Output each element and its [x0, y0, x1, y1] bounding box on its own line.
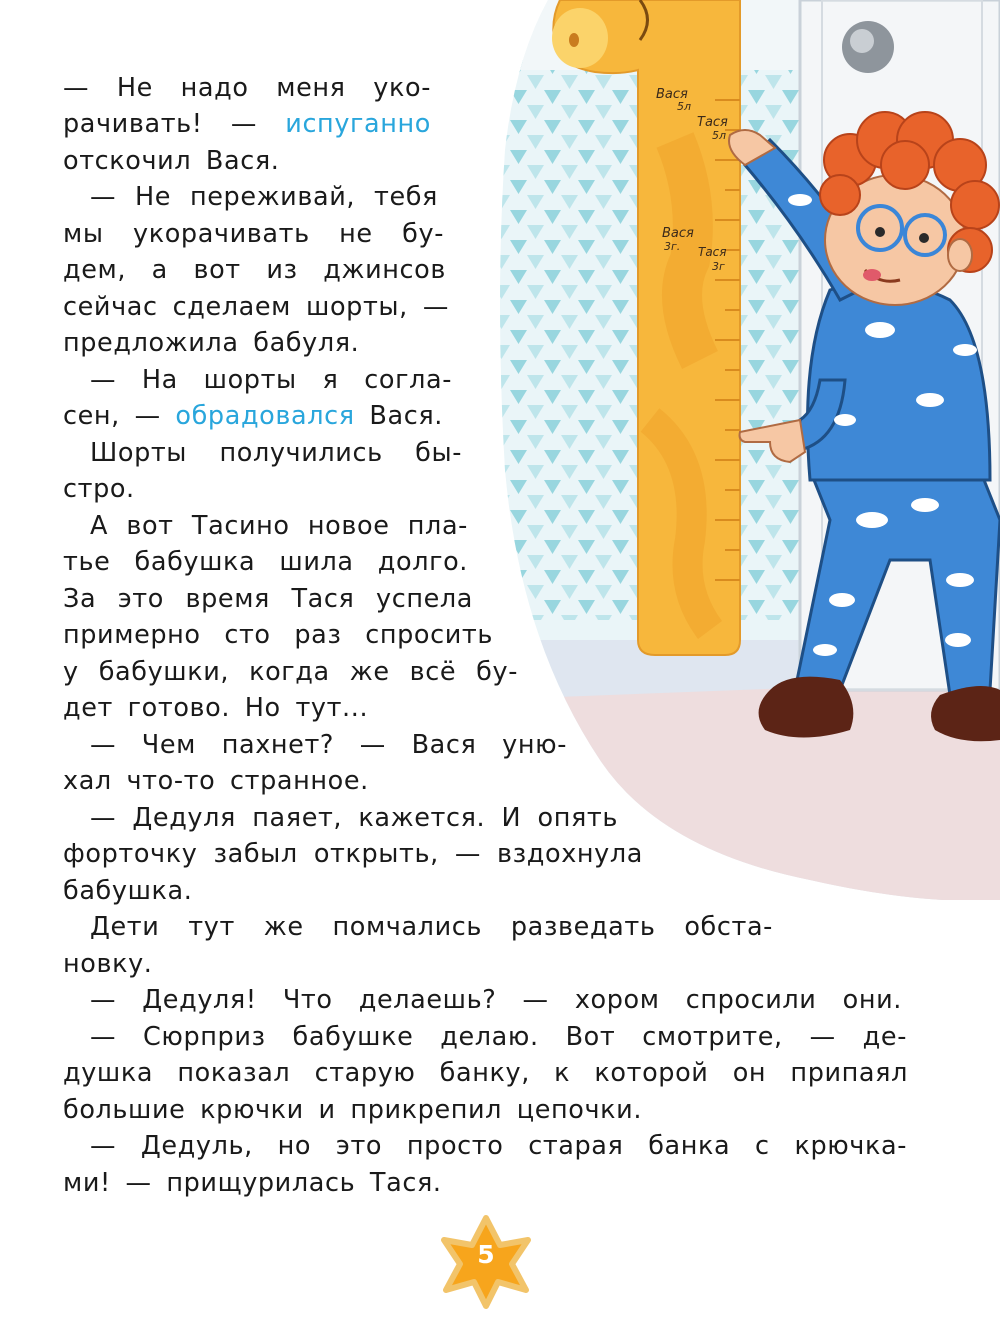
text-line: хал что-то странное.: [63, 766, 369, 796]
text-line: — На шорты я согла-: [90, 365, 452, 395]
ruler-mark-1-name: Вася: [656, 87, 688, 102]
text-line: большие крючки и прикрепил цепочки.: [63, 1095, 643, 1125]
text-line: отскочил Вася.: [63, 146, 280, 176]
text-line: бабушка.: [63, 876, 193, 906]
text-line: — Сюрприз бабушке делаю. Вот смотрите, — де-: [90, 1022, 907, 1052]
text-line: сейчас сделаем шорты, —: [63, 292, 449, 322]
text-line: — Дедуля паяет, кажется. И опять: [90, 803, 618, 833]
text-line: ми! — прищурилась Тася.: [63, 1168, 442, 1198]
text-line: душка показал старую банку, к которой он припаял: [63, 1058, 908, 1088]
text-line: За это время Тася успела: [63, 584, 473, 614]
text-line: тье бабушка шила долго.: [63, 547, 468, 577]
text-line: А вот Тасино новое пла-: [90, 511, 468, 541]
text-line: Шорты получились бы-: [90, 438, 462, 468]
text-line: — Не надо меня уко-: [63, 73, 431, 103]
text-line: у бабушки, когда же всё бу-: [63, 657, 518, 687]
ruler-mark-2-name: Тася: [697, 115, 728, 130]
text-line: сен, — обрадовался Вася.: [63, 401, 443, 431]
highlighted-word: испуганно: [285, 109, 431, 139]
text-line: — Не переживай, тебя: [90, 182, 438, 212]
text-line: — Дедуля! Что делаешь? — хором спросили они.: [90, 985, 902, 1015]
page-number: 5: [477, 1240, 495, 1269]
text-line: Дети тут же помчались разведать обста-: [90, 912, 773, 942]
text-line: дем, а вот из джинсов: [63, 255, 446, 285]
ruler-mark-4-age: 3г: [712, 260, 725, 273]
text-line: новку.: [63, 949, 153, 979]
text-line: форточку забыл открыть, — вздохнула: [63, 839, 643, 869]
highlighted-word: обрадовался: [175, 401, 355, 431]
text-line: примерно сто раз спросить: [63, 620, 493, 650]
ruler-mark-4-name: Тася: [698, 245, 727, 259]
text-line: дет готово. Но тут...: [63, 693, 369, 723]
ruler-mark-2-age: 5л: [712, 129, 727, 142]
text-line: предложила бабуля.: [63, 328, 360, 358]
text-line: мы укорачивать не бу-: [63, 219, 444, 249]
ruler-mark-3-age: 3г.: [664, 240, 681, 253]
text-line: — Чем пахнет? — Вася уню-: [90, 730, 567, 760]
ruler-mark-3-name: Вася: [662, 226, 694, 241]
text-line: стро.: [63, 474, 135, 504]
text-line: — Дедуль, но это просто старая банка с крючка-: [90, 1131, 907, 1161]
text-line: рачивать! — испуганно: [63, 109, 431, 139]
ruler-mark-1-age: 5л: [677, 100, 692, 113]
